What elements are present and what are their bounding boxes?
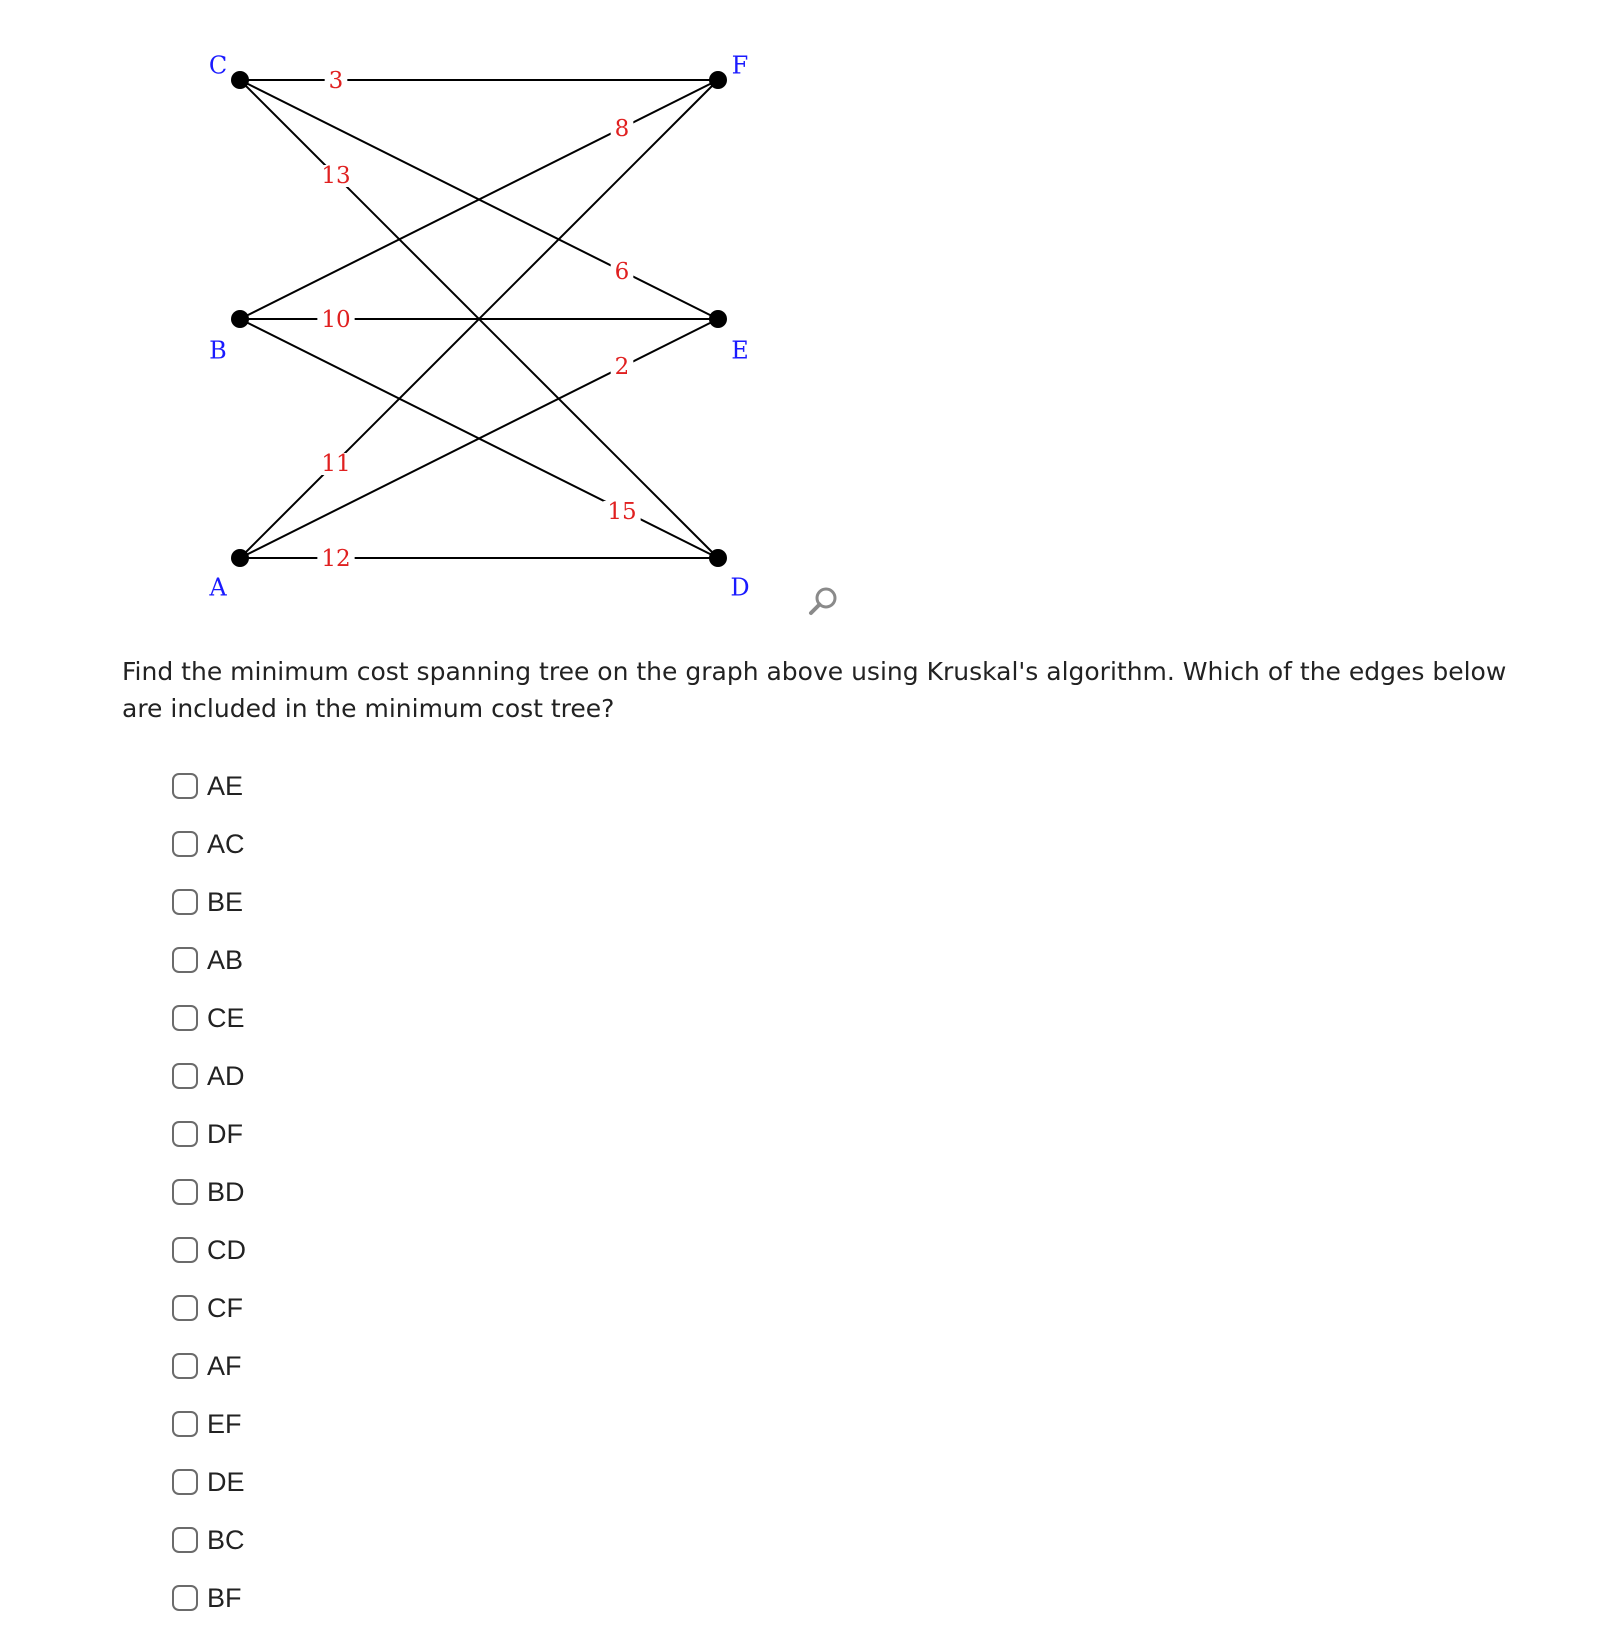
edge-weight-cd: 13	[321, 163, 351, 189]
option-label: BC	[207, 1524, 245, 1555]
option-af[interactable]	[172, 1337, 246, 1395]
checkbox-af[interactable]	[172, 1353, 198, 1379]
option-ef[interactable]	[172, 1395, 246, 1453]
option-ae[interactable]	[172, 757, 246, 815]
checkbox-cd[interactable]	[172, 1237, 198, 1263]
checkbox-be[interactable]	[172, 889, 198, 915]
node-label-d: D	[730, 573, 750, 602]
checkbox-bd[interactable]	[172, 1179, 198, 1205]
checkbox-df[interactable]	[172, 1121, 198, 1147]
option-label: DF	[207, 1118, 243, 1149]
options-list	[172, 757, 246, 1627]
node-e	[709, 310, 727, 328]
edge-weight-ae: 2	[614, 354, 630, 380]
checkbox-ef[interactable]	[172, 1411, 198, 1437]
option-be[interactable]	[172, 873, 246, 931]
checkbox-bc[interactable]	[172, 1527, 198, 1553]
option-label: AB	[207, 944, 244, 975]
option-df[interactable]	[172, 1105, 246, 1163]
option-label: CE	[207, 1002, 245, 1033]
checkbox-de[interactable]	[172, 1469, 198, 1495]
option-label: DE	[207, 1466, 245, 1497]
edge-weight-ad: 12	[321, 546, 351, 572]
edge-weight-cf: 3	[328, 68, 344, 94]
option-label: BE	[207, 886, 244, 917]
node-a	[231, 549, 249, 567]
edge-weight-ce: 6	[614, 259, 630, 285]
option-label: EF	[207, 1408, 242, 1439]
question-text: Find the minimum cost spanning tree on the graph above using Kruskal's algorithm. Which of the edges below are included in the minimum cost tree?	[122, 657, 1507, 723]
nodes-group	[208, 52, 749, 602]
node-label-c: C	[208, 51, 228, 80]
node-label-e: E	[731, 336, 749, 365]
magnifier-icon[interactable]	[806, 584, 842, 620]
option-label: AD	[207, 1060, 245, 1091]
checkbox-ad[interactable]	[172, 1063, 198, 1089]
option-bc[interactable]	[172, 1511, 246, 1569]
option-label: BD	[207, 1176, 245, 1207]
node-f	[709, 71, 727, 89]
checkbox-ce[interactable]	[172, 1005, 198, 1031]
checkbox-ab[interactable]	[172, 947, 198, 973]
edge-weight-bf: 8	[614, 116, 630, 142]
edge-weight-bd: 15	[607, 499, 637, 525]
node-d	[709, 549, 727, 567]
checkbox-cf[interactable]	[172, 1295, 198, 1321]
option-label: BF	[207, 1582, 242, 1613]
checkbox-ae[interactable]	[172, 773, 198, 799]
option-bd[interactable]	[172, 1163, 246, 1221]
edges-group	[240, 80, 718, 558]
node-c	[231, 71, 249, 89]
option-de[interactable]	[172, 1453, 246, 1511]
option-cd[interactable]	[172, 1221, 246, 1279]
option-label: AE	[207, 770, 244, 801]
option-label: AF	[207, 1350, 242, 1381]
node-label-a: A	[209, 573, 227, 602]
checkbox-ac[interactable]	[172, 831, 198, 857]
checkbox-bf[interactable]	[172, 1585, 198, 1611]
option-bf[interactable]	[172, 1569, 246, 1627]
option-cf[interactable]	[172, 1279, 246, 1337]
edge-weight-af: 11	[321, 451, 351, 477]
graph-diagram	[0, 0, 860, 640]
option-ab[interactable]	[172, 931, 246, 989]
node-label-b: B	[209, 336, 227, 365]
option-ac[interactable]	[172, 815, 246, 873]
option-label: AC	[207, 828, 245, 859]
option-label: CD	[207, 1234, 246, 1265]
node-label-f: F	[731, 51, 749, 80]
option-ce[interactable]	[172, 989, 246, 1047]
node-b	[231, 310, 249, 328]
edge-weight-be: 10	[321, 307, 351, 333]
option-label: CF	[207, 1292, 243, 1323]
option-ad[interactable]	[172, 1047, 246, 1105]
